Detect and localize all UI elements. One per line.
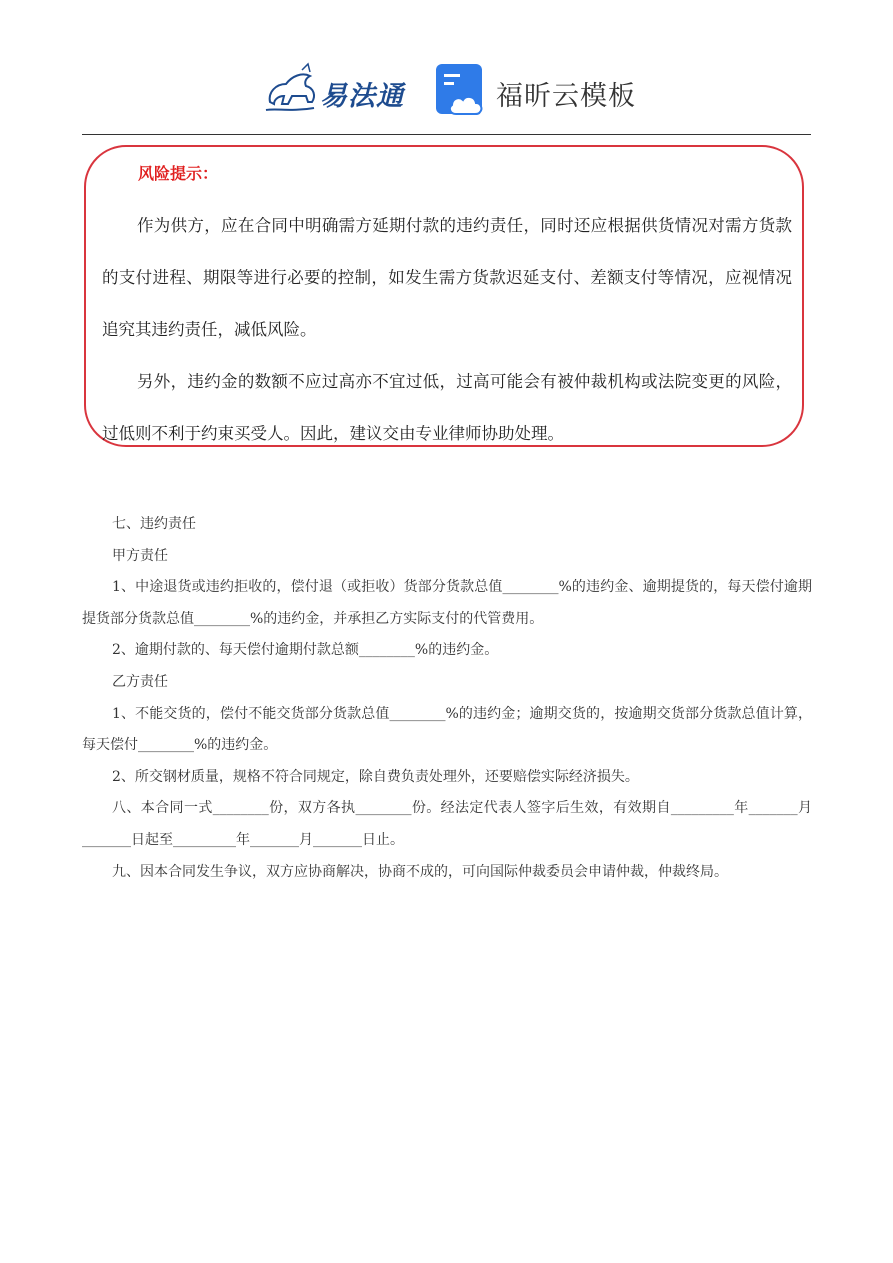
header-divider <box>82 134 811 135</box>
risk-paragraph-1: 作为供方，应在合同中明确需方延期付款的违约责任，同时还应根据供货情况对需方货款的支付进程、期限等进行必要的控制，如发生需方货款迟延支付、差额支付等情况，应视情况追究其违约责任，减低风险。 <box>102 216 792 339</box>
section-nine: 九、因本合同发生争议，双方应协商解决，协商不成的，可向国际仲裁委员会申请仲裁，仲裁终局。 <box>112 863 728 880</box>
fuxin-yun-brand-text: 福昕云模板 <box>496 81 636 112</box>
party-a-clause-2: 2、逾期付款的、每天偿付逾期付款总额________%的违约金。 <box>112 642 499 659</box>
section-eight: 八、本合同一式________份，双方各执________份。经法定代表人签字后生效，有效期自_________年_______月_______日起至_________年_______月_______日止。 <box>82 800 812 848</box>
yifatong-logo <box>262 62 412 118</box>
section-seven-heading: 七、违约责任 <box>112 516 196 532</box>
party-b-clause-2: 2、所交钢材质量，规格不符合同规定，除自费负责处理外，还要赔偿实际经济损失。 <box>112 768 639 785</box>
cloud-document-icon <box>436 64 490 118</box>
risk-warning-box <box>84 145 804 447</box>
party-a-heading: 甲方责任 <box>112 547 168 564</box>
party-b-clause-1: 1、不能交货的，偿付不能交货部分货款总值________%的违约金；逾期交货的，按逾期交货部分货款总值计算，每天偿付________%的违约金。 <box>82 705 812 754</box>
page-header <box>0 58 893 122</box>
party-a-clause-1: 1、中途退货或违约拒收的，偿付退（或拒收）货部分货款总值________%的违约金、逾期提货的，每天偿付逾期提货部分货款总值________%的违约金，并承担乙方实际支付的代管费用。 <box>82 579 812 627</box>
risk-paragraph-2: 另外，违约金的数额不应过高亦不宜过低，过高可能会有被仲裁机构或法院变更的风险，过低则不利于约束买受人。因此，建议交由专业律师协助处理。 <box>102 372 792 443</box>
risk-warning-title: 风险提示： <box>138 164 219 183</box>
contract-body <box>82 509 812 888</box>
risk-warning-body <box>102 200 792 460</box>
qilin-icon <box>262 62 322 118</box>
party-b-heading: 乙方责任 <box>112 673 168 690</box>
yifatong-brand-text: 易法通 <box>320 81 404 112</box>
fuxin-yun-logo <box>436 64 636 118</box>
